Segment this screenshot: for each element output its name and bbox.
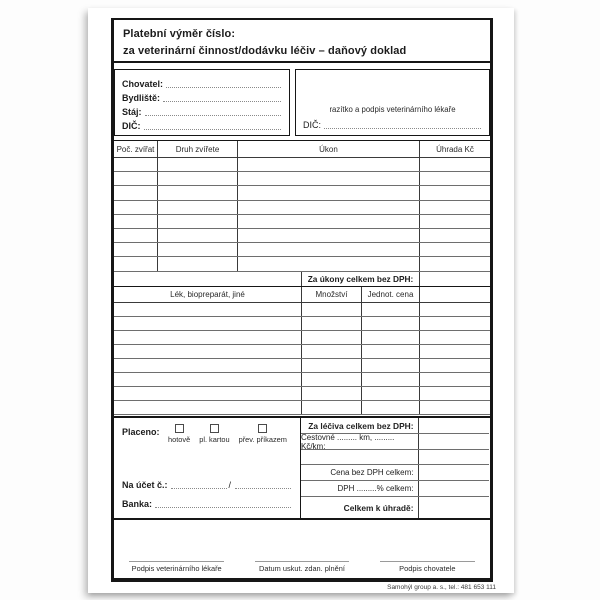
empty-cell (362, 359, 420, 372)
acts-empty-row (114, 243, 490, 257)
totals-amount-cell (419, 418, 489, 433)
account-label: Na účet č.: (122, 480, 168, 490)
acts-empty-row (114, 201, 490, 215)
field-label: Stáj: (122, 107, 142, 117)
empty-cell (302, 359, 362, 372)
account-number-row (122, 477, 292, 490)
empty-cell (420, 387, 490, 400)
empty-cell (362, 373, 420, 386)
empty-cell (362, 331, 420, 344)
checkbox-label: přev. příkazem (238, 435, 287, 444)
signature-line (129, 561, 224, 562)
paid-by-row (122, 424, 292, 444)
empty-cell (238, 257, 420, 270)
empty-cell (238, 158, 420, 171)
bottom-section (114, 416, 490, 518)
field-staj (122, 103, 282, 117)
totals-row (301, 481, 489, 497)
col-header-uhrada-kc: Úhrada Kč (436, 144, 474, 154)
empty-cell (302, 331, 362, 344)
empty-cell (238, 229, 420, 242)
totals-amount-cell (419, 481, 489, 496)
totals-row (301, 465, 489, 481)
dotted-line (155, 499, 291, 508)
empty-cell (420, 172, 490, 185)
empty-cell (114, 387, 302, 400)
option-card (199, 424, 229, 444)
acts-total-row (114, 272, 490, 286)
title-line-1: Platební výměr číslo: (123, 28, 236, 40)
signature-section (114, 518, 490, 578)
acts-empty-row (114, 229, 490, 243)
dotted-line (144, 121, 282, 130)
empty-cell (238, 215, 420, 228)
option-cash (168, 424, 190, 444)
totals-row (301, 450, 489, 465)
empty-cell (362, 303, 420, 316)
empty-cell (420, 201, 490, 214)
empty-cell (362, 317, 420, 330)
signature-owner (371, 561, 484, 573)
signature-label: Podpis veterinárního lékaře (131, 564, 222, 573)
col-header-pocet-zvirat: Poč. zvířat (114, 141, 158, 157)
owner-box (114, 69, 290, 136)
empty-cell (114, 158, 158, 171)
field-label: Bydliště: (122, 93, 161, 103)
bank-row (122, 496, 292, 509)
empty-cell (114, 229, 158, 242)
totals-row-label (301, 450, 419, 464)
empty-cell (238, 172, 420, 185)
field-label: DIČ: (303, 120, 321, 130)
meds-body (114, 303, 490, 415)
empty-cell (158, 257, 238, 270)
empty-cell (420, 303, 490, 316)
empty-cell (158, 172, 238, 185)
empty-cell (302, 387, 362, 400)
meds-empty-row (114, 317, 490, 331)
totals-row-label: DPH .........% celkem: (301, 481, 419, 496)
empty-cell (302, 345, 362, 358)
empty-cell (158, 158, 238, 171)
col-header-ukon: Úkon (238, 141, 420, 157)
empty-cell (114, 401, 302, 414)
checkbox-cash (175, 424, 184, 433)
empty-cell (114, 373, 302, 386)
empty-cell (420, 401, 490, 414)
empty-cell (362, 387, 420, 400)
totals-row (301, 434, 489, 450)
empty-cell (114, 359, 302, 372)
empty-cell (114, 303, 302, 316)
empty-cell (158, 243, 238, 256)
totals-row-label: Celkem k úhradě: (301, 497, 419, 518)
totals-row-label: Za léčiva celkem bez DPH: (301, 418, 419, 433)
field-chovatel (122, 75, 282, 89)
empty-cell (114, 243, 158, 256)
field-bydliste (122, 89, 282, 103)
printer-imprint: Samohýl group a. s., tel.: 481 653 111 (387, 584, 496, 591)
dotted-line (324, 120, 481, 129)
empty-cell (114, 331, 302, 344)
empty-cell (420, 158, 490, 171)
empty-cell (114, 317, 302, 330)
checkbox-card (210, 424, 219, 433)
totals-amount-cell (419, 450, 489, 464)
paid-by-label: Placeno: (122, 427, 160, 437)
totals-row-label: Cestovné ......... km, ......... Kč/km: (301, 434, 419, 449)
dotted-line (171, 480, 227, 489)
signature-date (246, 561, 359, 573)
meds-empty-row (114, 373, 490, 387)
col-header-mnozstvi: Množství (302, 287, 362, 302)
empty-cell (420, 345, 490, 358)
empty-cell (238, 243, 420, 256)
col-header-lek: Lék, biopreparát, jiné (114, 287, 302, 302)
acts-empty-row (114, 158, 490, 172)
form-title-box (114, 20, 490, 63)
payment-box (114, 418, 301, 518)
col-header-druh-zvirete: Druh zvířete (158, 141, 238, 157)
empty-cell (302, 317, 362, 330)
checkbox-transfer (258, 424, 267, 433)
dotted-line (145, 107, 281, 116)
empty-cell (158, 215, 238, 228)
stamp-caption: razítko a podpis veterinárního lékaře (329, 105, 456, 114)
empty-cell (238, 201, 420, 214)
dotted-line (163, 93, 281, 102)
empty-cell (420, 359, 490, 372)
signature-line (380, 561, 475, 562)
empty-cell (114, 186, 158, 199)
acts-total-amount-cell (420, 272, 490, 286)
empty-cell (420, 229, 490, 242)
dotted-line (166, 79, 281, 88)
acts-empty-row (114, 186, 490, 200)
empty-cell (420, 317, 490, 330)
form-paper (88, 8, 514, 593)
totals-table (301, 418, 489, 518)
empty-cell (302, 401, 362, 414)
meds-empty-row (114, 303, 490, 317)
empty-cell (158, 201, 238, 214)
col-header-jednot-cena: Jednot. cena (362, 287, 420, 302)
empty-cell (362, 401, 420, 414)
meds-table (114, 286, 490, 415)
empty-cell (420, 373, 490, 386)
checkbox-label: hotově (168, 435, 191, 444)
acts-header-row (114, 141, 490, 158)
totals-amount-cell (419, 465, 489, 480)
empty-cell (238, 186, 420, 199)
signature-label: Podpis chovatele (399, 564, 456, 573)
signature-line (255, 561, 350, 562)
field-label: DIČ: (122, 121, 141, 131)
meds-empty-row (114, 345, 490, 359)
acts-total-label: Za úkony celkem bez DPH: (302, 272, 420, 286)
signature-vet (120, 561, 233, 573)
empty-cell (302, 373, 362, 386)
signature-label: Datum uskut. zdan. plnění (259, 564, 345, 573)
totals-amount-cell (419, 497, 489, 518)
totals-row (301, 497, 489, 518)
empty-cell (420, 331, 490, 344)
stamp-box (295, 69, 490, 136)
meds-empty-row (114, 401, 490, 415)
empty-cell (420, 243, 490, 256)
option-transfer (239, 424, 287, 444)
col-header-empty (420, 287, 490, 302)
empty-cell (420, 186, 490, 199)
empty-cell (114, 215, 158, 228)
acts-empty-row (114, 257, 490, 271)
field-label: Chovatel: (122, 79, 164, 89)
totals-row-label: Cena bez DPH celkem: (301, 465, 419, 480)
title-line-2: za veterinární činnost/dodávku léčiv – daňový doklad (123, 45, 407, 57)
bank-label: Banka: (122, 499, 153, 509)
dotted-line (235, 480, 291, 489)
meds-empty-row (114, 359, 490, 373)
empty-cell (420, 257, 490, 270)
empty-cell (114, 345, 302, 358)
acts-body (114, 158, 490, 272)
empty-cell (114, 201, 158, 214)
meds-empty-row (114, 331, 490, 345)
empty-cell (114, 257, 158, 270)
empty-cell (362, 345, 420, 358)
empty-cell (302, 303, 362, 316)
acts-table (114, 140, 490, 286)
acts-empty-row (114, 215, 490, 229)
empty-cell (114, 172, 158, 185)
checkbox-label: pl. kartou (199, 435, 230, 444)
empty-cell (420, 215, 490, 228)
meds-empty-row (114, 387, 490, 401)
empty-cell (158, 186, 238, 199)
totals-amount-cell (419, 434, 489, 449)
account-separator: / (228, 480, 232, 490)
acts-empty-row (114, 172, 490, 186)
field-dic (122, 117, 282, 131)
meds-header-row (114, 287, 490, 303)
empty-cell (158, 229, 238, 242)
field-vet-dic (303, 117, 482, 130)
form-frame (111, 18, 493, 582)
blank-cell (114, 272, 302, 286)
